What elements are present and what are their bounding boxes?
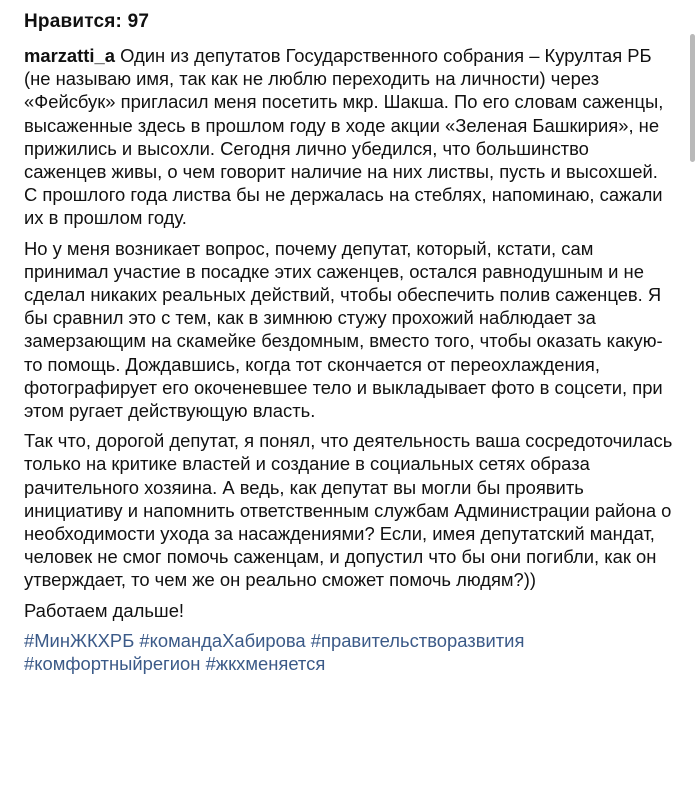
hashtag-link[interactable]: #МинЖКХРБ [24,629,135,651]
scrollbar-thumb[interactable] [690,34,695,162]
caption-paragraph-4: Работаем дальше! [24,599,185,621]
caption-paragraph-1 [24,44,676,230]
author-username[interactable]: marzatti_a [24,45,115,66]
caption-text-1: Один из депутатов Государственного собрания – Курултая РБ (не называю имя, так как не люблю переходить на личности) через «Фейсбук» пригласил меня посетить мкр. Шакша. По его словам саженцы, высаженные здесь в прошлом году в ходе акции «Зеленая Башкирия», не прижились и высохли. Сегодня лично убедился, что большинство саженцев живы, о чем говорит наличие на них листвы, пусть и высохшей. С прошлого года листва бы не держалась на стеблях, напоминаю, сажали их в прошлом году. [24,45,664,229]
hashtag-list [24,629,676,675]
likes-count[interactable]: Нравится: 97 [24,11,150,32]
caption-paragraph-3: Так что, дорогой депутат, я понял, что деятельность ваша сосредоточилась только на критике властей и создание в социальных сетях образа рачительного хозяина. А ведь, как депутат вы могли бы проявить инициативу и напомнить ответственным службам Администрации района о необходимости ухода за насаждениями? Если, имея депутатский мандат, человек не смог помочь саженцам, и допустил что бы они погибли, как он утверждает, то чем же он реально сможет помочь людям?)) [24,430,673,591]
post-caption [24,44,676,682]
caption-paragraph-2: Но у меня возникает вопрос, почему депутат, который, кстати, сам принимал участие в посадке этих саженцев, остался равнодушным и не сделал никаких реальных действий, чтобы обеспечить полив саженцев. Я бы сравнил это с тем, как в зимнюю стужу прохожий наблюдает за замерзающим на скамейке бездомным, вместо того, чтобы оказать какую-то помощь. Дождавшись, когда тот скончается от переохлаждения, фотографирует его окоченевшее тело и выкладывает фото в соцсети, при этом ругает действующую власть. [24,237,663,422]
hashtag-link[interactable]: #комфортныйрегион [24,653,201,675]
hashtag-link[interactable]: #правительстворазвития [310,629,525,651]
hashtag-link[interactable]: #жкхменяется [205,653,326,675]
hashtag-link[interactable]: #командаХабирова [139,629,306,651]
